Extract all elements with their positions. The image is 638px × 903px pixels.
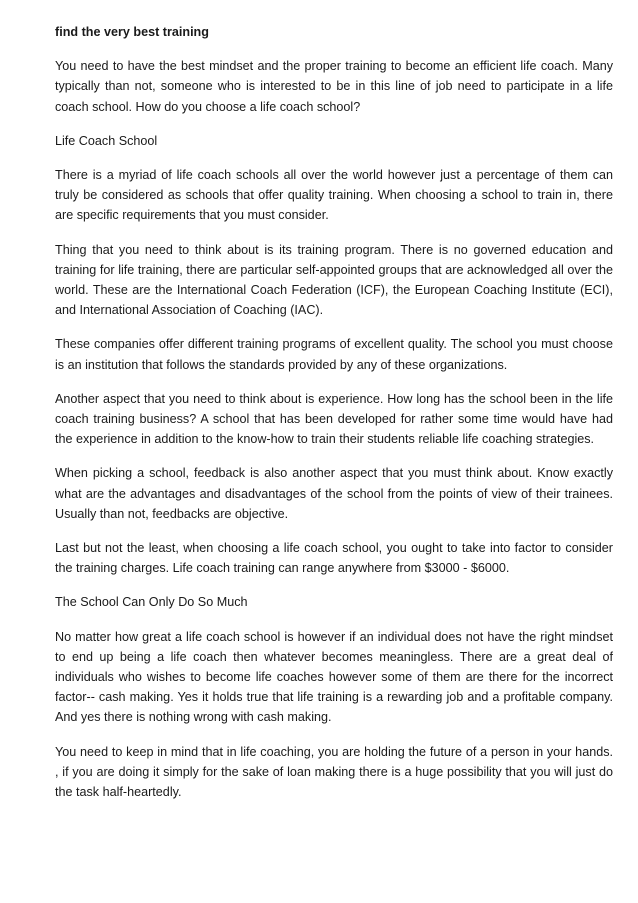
paragraph-intro: You need to have the best mindset and the proper training to become an efficient life coach. Many typically than not, someone who is interested to be in this line of job need to participate in a life coach school. How do you choose a life coach school? — [55, 59, 613, 114]
paragraph-myriad-schools: There is a myriad of life coach schools all over the world however just a percentage of them can truly be considered as schools that offer quality training. When choosing a school to train in, there are specific requirements that you must consider. — [55, 168, 613, 223]
paragraph-charges: Last but not the least, when choosing a life coach school, you ought to take into factor to consider the training charges. Life coach training can range anywhere from $3000 - $6000. — [55, 541, 613, 576]
paragraph-feedback: When picking a school, feedback is also another aspect that you must think about. Know exactly what are the advantages and disadvantages of the school from the points of view of their trainees. Usually than not, feedbacks are objective. — [55, 466, 613, 521]
paragraph-experience: Another aspect that you need to think about is experience. How long has the school been in the life coach training business? A school that has been developed for rather some time would have had the experience in addition to the know-how to train their students reliable life coaching strategies. — [55, 391, 613, 447]
paragraph-future: You need to keep in mind that in life coaching, you are holding the future of a person in your hands. , if you are doing it simply for the sake of loan making there is a huge possibility that you will just do the task half-heartedly. — [55, 744, 613, 800]
section-heading-school-limits: The School Can Only Do So Much — [55, 595, 248, 610]
document-title: find the very best training — [55, 25, 209, 39]
paragraph-mindset: No matter how great a life coach school is however if an individual does not have the right mindset to end up being a life coach then whatever becomes meaningless. There are a great deal of individuals who wishes to become life coaches however some of them are there for the incorrect factor-- cash making. Yes it holds true that life training is a rewarding job and a profitable company. And yes there is nothing wrong with cash making. — [55, 629, 613, 725]
paragraph-training-program: Thing that you need to think about is its training program. There is no governed education and training for life training, there are particular self-appointed groups that are acknowledged all over the world. These are the International Coach Federation (ICF), the European Coaching Institute (ECI), and International Association of Coaching (IAC). — [55, 242, 613, 318]
paragraph-companies: These companies offer different training programs of excellent quality. The school you must choose is an institution that follows the standards provided by any of these organizations. — [55, 337, 613, 372]
document-page — [55, 22, 613, 816]
section-heading-life-coach-school: Life Coach School — [55, 133, 158, 148]
